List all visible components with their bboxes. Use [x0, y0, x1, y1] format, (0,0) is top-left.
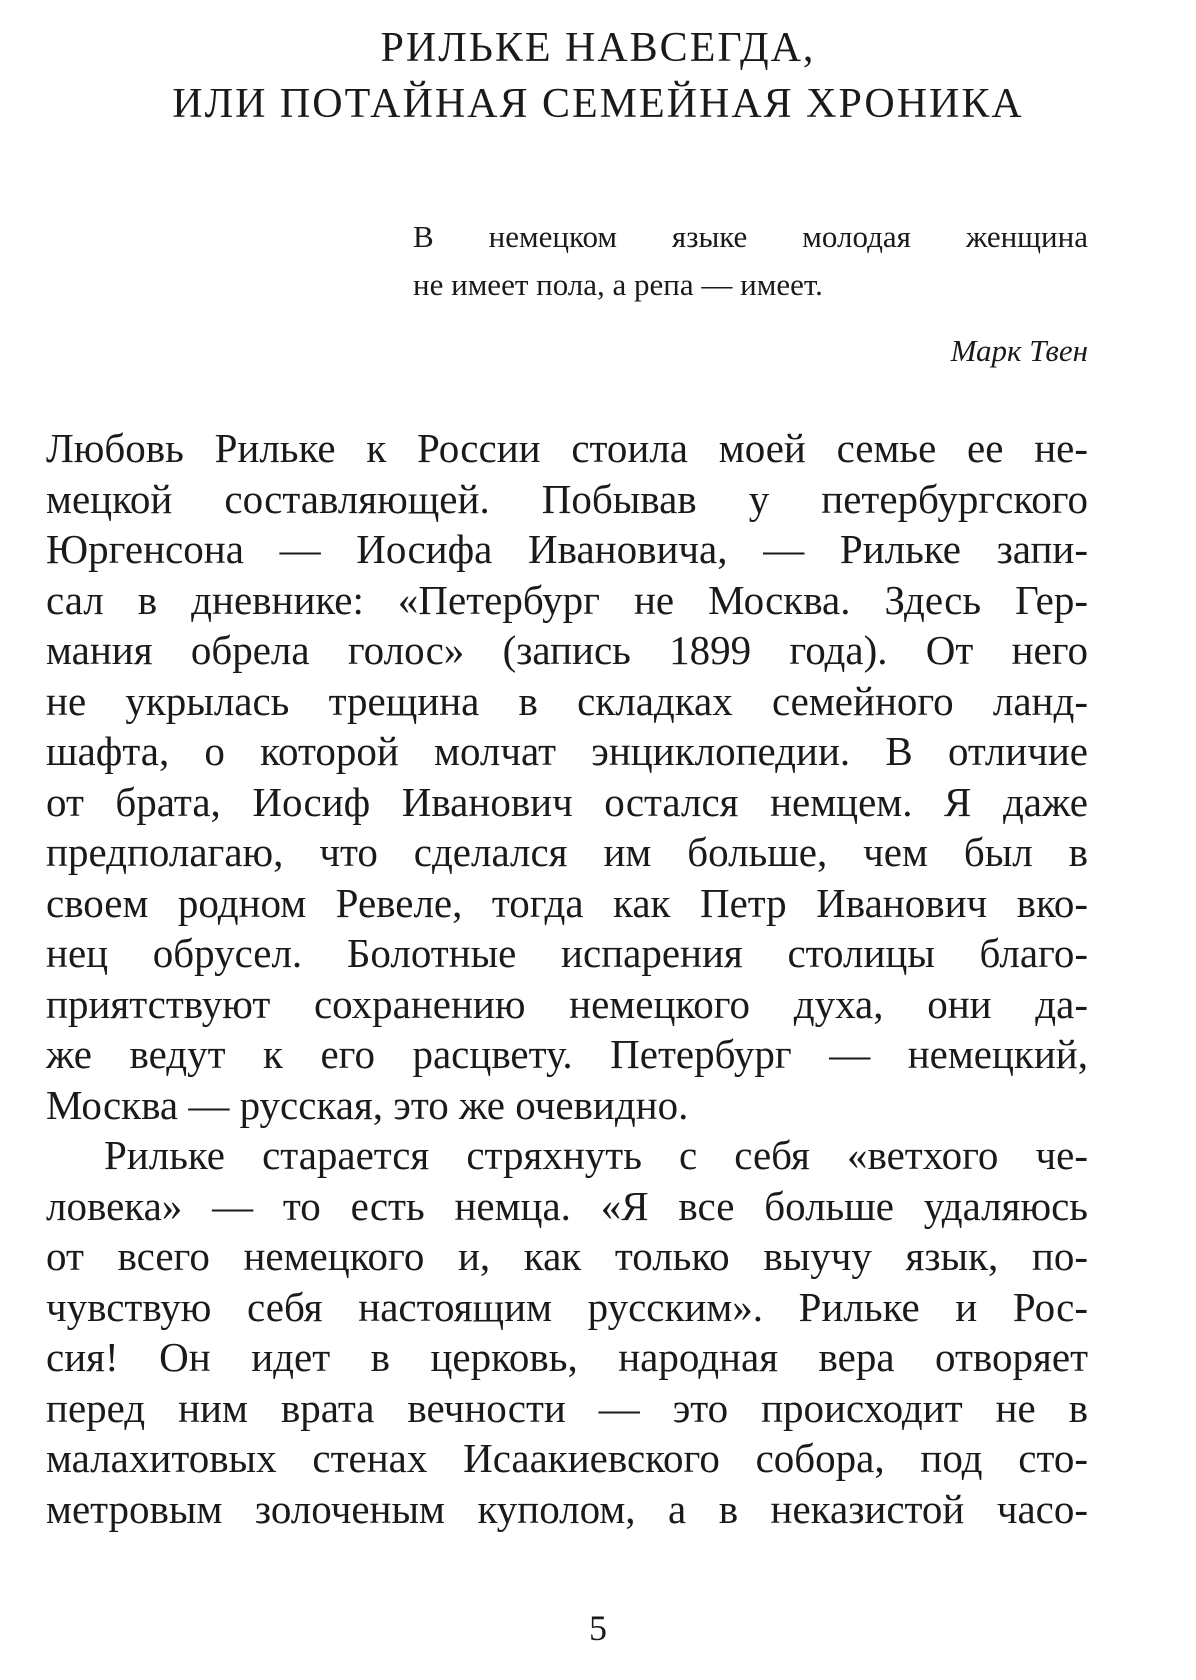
paragraph-2-line: чувствую себя настоящим русским». Рильке и Рос-: [46, 1283, 1088, 1330]
epigraph: [413, 213, 1088, 371]
paragraph-2-line: малахитовых стенах Исаакиевского собора, под сто-: [46, 1435, 1088, 1481]
chapter-title-line-2: ИЛИ ПОТАЙНАЯ СЕМЕЙНАЯ ХРОНИКА: [172, 81, 1024, 127]
paragraph-1-line: предполагаю, что сделался им больше, чем был в: [46, 829, 1088, 875]
paragraph-1-line: сал в дневнике: «Петербург не Москва. Здесь Гер-: [46, 576, 1088, 623]
paragraph-2-line: сия! Он идет в церковь, народная вера отворяет: [46, 1334, 1088, 1380]
epigraph-line: не имеет пола, а репа — имеет.: [413, 267, 823, 302]
page-number: 5: [589, 1608, 607, 1648]
paragraph-2-line: Рильке старается стряхнуть с себя «ветхого че-: [104, 1132, 1088, 1178]
epigraph-author: Марк Твен: [950, 333, 1088, 368]
paragraph-2-line: перед ним врата вечности — это происходит не в: [46, 1384, 1088, 1431]
paragraph-1-line: Любовь Рильке к России стоила моей семье ее не-: [46, 425, 1088, 471]
paragraph-2-line: от всего немецкого и, как только выучу язык, по-: [46, 1233, 1088, 1279]
paragraph-1-line: шафта, о которой молчат энциклопедии. В отличие: [46, 728, 1088, 774]
paragraph-1-line: приятствуют сохранению немецкого духа, они да-: [46, 980, 1088, 1027]
epigraph-line: В немецком языке молодая женщина: [413, 219, 1088, 254]
paragraph-1-line: Москва — русская, это же очевидно.: [46, 1081, 689, 1128]
paragraph-2-line: метровым золоченым куполом, а в неказистой часо-: [46, 1485, 1088, 1532]
paragraph-1-line: мецкой составляющей. Побывав у петербургского: [46, 475, 1088, 522]
paragraph-1-line: мания обрела голос» (запись 1899 года). От него: [46, 627, 1088, 673]
paragraph-1-line: нец обрусел. Болотные испарения столицы благо-: [46, 930, 1088, 976]
paragraph-1-line: же ведут к его расцвету. Петербург — немецкий,: [46, 1031, 1088, 1077]
paragraph-2-line: ловека» — то есть немца. «Я все больше удаляюсь: [46, 1182, 1088, 1229]
paragraph-1-line: не укрылась трещина в складках семейного ланд-: [46, 677, 1088, 724]
chapter-title-line-1: РИЛЬКЕ НАВСЕГДА,: [380, 25, 816, 71]
body-text: [46, 423, 1088, 1534]
paragraph-1-line: от брата, Иосиф Иванович остался немцем. Я даже: [46, 778, 1088, 825]
paragraph-1-line: Юргенсона — Иосифа Ивановича, — Рильке запи-: [46, 526, 1088, 572]
paragraph-1-line: своем родном Ревеле, тогда как Петр Иванович вко-: [46, 879, 1088, 926]
chapter-title: [0, 20, 1196, 132]
